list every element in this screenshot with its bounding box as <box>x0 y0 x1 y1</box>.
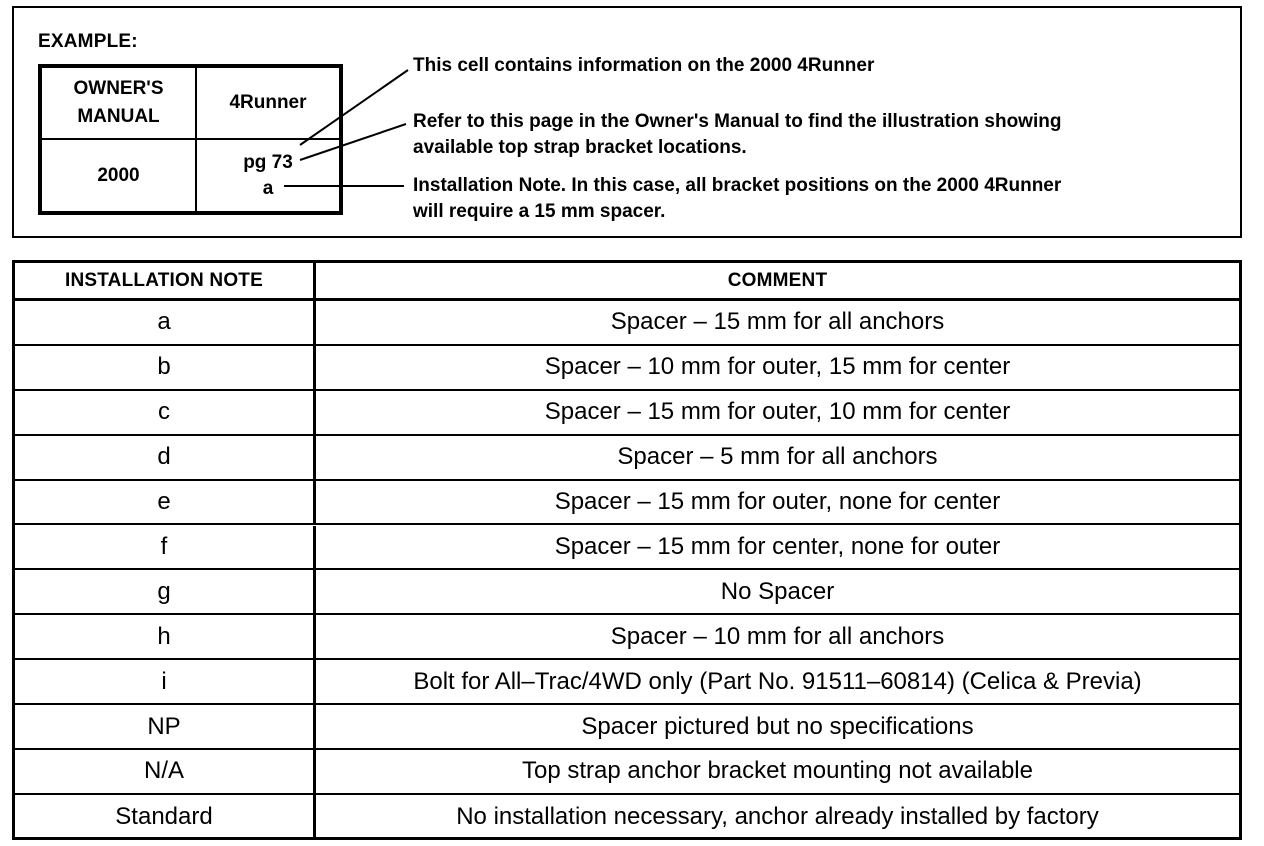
comment-cell: Spacer – 10 mm for all anchors <box>610 622 945 650</box>
table-row <box>15 615 1239 660</box>
table-row <box>15 660 1239 705</box>
table-row <box>15 301 1239 346</box>
installation-note-cell: d <box>15 436 316 479</box>
installation-note-cell: b <box>15 346 316 389</box>
comment-cell: Spacer – 15 mm for all anchors <box>610 308 945 336</box>
table-row <box>15 750 1239 795</box>
callout-page: Refer to this page in the Owner's Manual to find the illustration showing available top strap bracket locations. <box>413 111 1062 158</box>
installation-note-cell: N/A <box>15 750 316 793</box>
table-row <box>15 391 1239 436</box>
comment-cell: Bolt for All–Trac/4WD only (Part No. 91511–60814) (Celica & Previa) <box>413 667 1142 695</box>
table-row <box>15 526 1239 571</box>
installation-notes-table <box>12 260 1242 840</box>
installation-note-cell: c <box>15 391 316 434</box>
installation-note-cell: g <box>15 570 316 613</box>
table-row <box>15 570 1239 615</box>
callout-model: This cell contains information on the 2000 4Runner <box>413 55 875 76</box>
table-row <box>15 481 1239 526</box>
example-page-ref: pg 73 <box>243 151 293 173</box>
leader-line-model <box>300 70 408 145</box>
comment-cell: Spacer – 5 mm for all anchors <box>617 443 938 471</box>
installation-note-cell: h <box>15 615 316 658</box>
installation-note-cell: Standard <box>15 795 316 840</box>
table-row <box>15 346 1239 391</box>
comment-cell: Spacer – 15 mm for center, none for outer <box>554 532 1001 560</box>
installation-note-cell: NP <box>15 705 316 748</box>
installation-note-cell: a <box>15 301 316 344</box>
table-row <box>15 795 1239 840</box>
example-model-cell: 4Runner <box>229 92 307 113</box>
comment-cell: No installation necessary, anchor already installed by factory <box>456 803 1099 831</box>
installation-note-cell: f <box>15 526 316 569</box>
example-owners-manual-cell: OWNER'S MANUAL <box>73 78 164 127</box>
comment-cell: Spacer – 15 mm for outer, 10 mm for center <box>544 398 1011 426</box>
comment-cell: Spacer pictured but no specifications <box>581 712 974 740</box>
example-heading: EXAMPLE: <box>38 31 138 52</box>
installation-note-cell: e <box>15 481 316 524</box>
table-row <box>15 705 1239 750</box>
installation-note-cell: i <box>15 660 316 703</box>
header-comment: COMMENT <box>727 269 828 291</box>
comment-cell: No Spacer <box>720 577 835 605</box>
header-installation-note: INSTALLATION NOTE <box>15 263 316 298</box>
leader-line-page <box>300 124 406 160</box>
table-row <box>15 436 1239 481</box>
comment-cell: Spacer – 15 mm for outer, none for center <box>554 488 1001 516</box>
callout-note: Installation Note. In this case, all bracket positions on the 2000 4Runner will require a 15 mm spacer. <box>413 175 1062 222</box>
comment-cell: Top strap anchor bracket mounting not available <box>522 757 1033 785</box>
table-header-row <box>15 263 1239 301</box>
example-note-code: a <box>262 177 274 199</box>
comment-cell: Spacer – 10 mm for outer, 15 mm for center <box>544 353 1011 381</box>
example-year-cell: 2000 <box>97 164 140 186</box>
